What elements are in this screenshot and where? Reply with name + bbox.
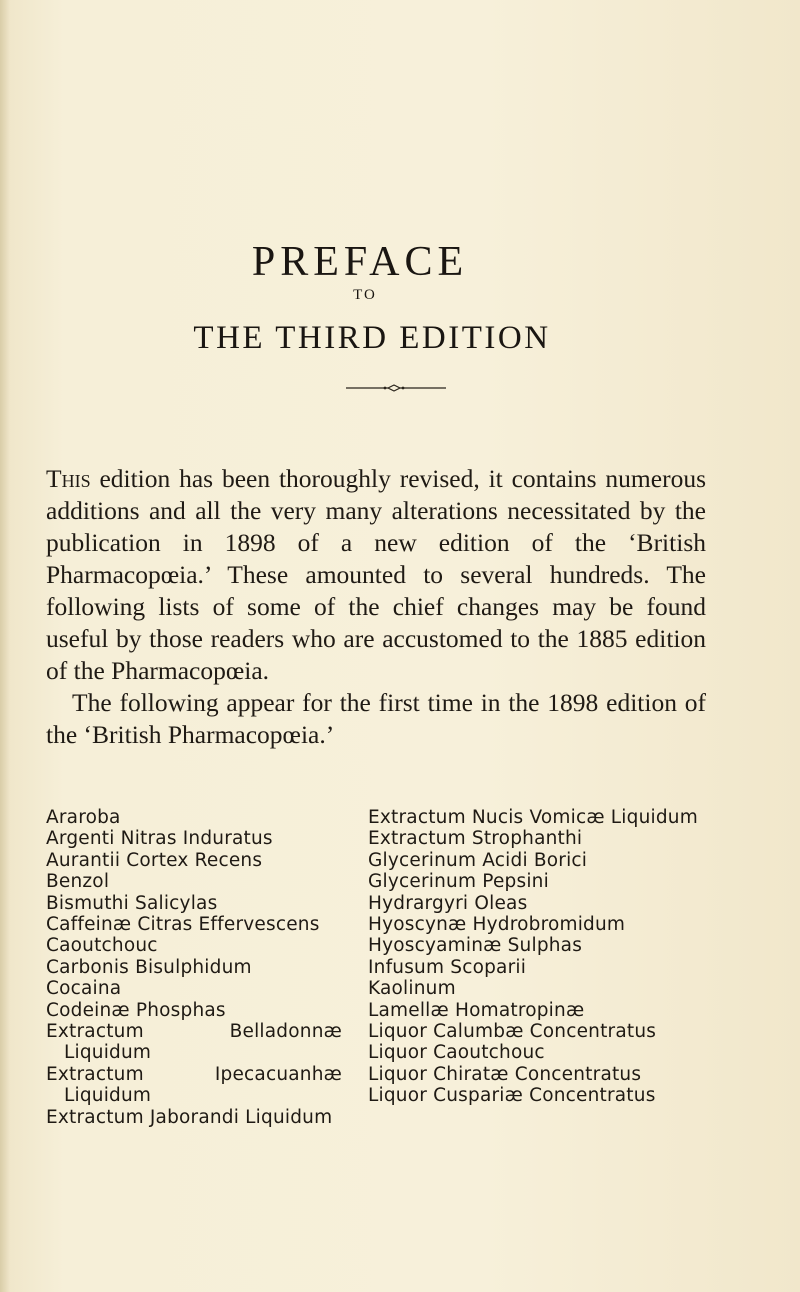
paragraph-1 — [46, 463, 706, 687]
list-item: Extractum Belladonnæ Liquidum — [46, 1021, 342, 1064]
list-item: Carbonis Bisulphidum — [46, 956, 252, 978]
list-item: Liquor Calumbæ Concentratus — [368, 1021, 657, 1043]
preface-title: PREFACE — [251, 239, 469, 285]
list-item: Caffeinæ Citras Effervescens — [46, 914, 320, 936]
list-item: Liquor Chiratæ Concentratus — [368, 1063, 642, 1085]
list-item: Liquor Caoutchouc — [368, 1042, 545, 1064]
list-item: Hyoscynæ Hydrobromidum — [368, 914, 626, 936]
list-item: Cocaina — [46, 978, 122, 1000]
ornament-rule-icon — [344, 383, 448, 393]
list-item: Liquor Cuspariæ Concentratus — [368, 1085, 656, 1107]
paragraph-2: The following appear for the first time in the 1898 edition of the ‘British Pharmacopœia.’ — [46, 688, 706, 749]
list-item: Codeinæ Phosphas — [46, 999, 226, 1021]
list-item: Glycerinum Pepsini — [368, 871, 549, 893]
preface-body — [46, 463, 706, 751]
list-item: Extractum Strophanthi — [368, 828, 583, 850]
page-gutter-shadow — [0, 0, 10, 1292]
list-item: Araroba — [46, 807, 121, 828]
list-item: Glycerinum Acidi Borici — [368, 849, 588, 871]
list-item: Hyoscyaminæ Sulphas — [368, 935, 583, 957]
list-item: Lamellæ Homatropinæ — [368, 999, 585, 1021]
list-item: Extractum Ipecacuanhæ Liquidum — [46, 1063, 342, 1107]
new-items-list-left — [46, 807, 342, 1128]
edition-title: THE THIRD EDITION — [193, 320, 551, 356]
list-item: Aurantii Cortex Recens — [46, 849, 263, 871]
new-items-list-right — [368, 807, 720, 1107]
preface-connector: TO — [353, 287, 377, 303]
paragraph-1-text: edition has been thoroughly revised, it contains numerous additions and all the very many alterations necessitated by the publication in 1898 of a new edition of the ‘British Pharmacopœia.’ These amounted to several hundreds. The following lists of some of the chief changes may be found useful by those readers who are accustomed to the 1885 edition of the Pharmacopœia. — [46, 464, 706, 685]
list-item: Kaolinum — [368, 978, 456, 1000]
list-item: Benzol — [46, 871, 110, 893]
list-item: Argenti Nitras Induratus — [46, 828, 273, 850]
list-item: Hydrargyri Oleas — [368, 892, 528, 914]
list-item: Extractum Jaborandi Liquidum — [46, 1106, 333, 1128]
list-item: Infusum Scoparii — [368, 956, 527, 978]
list-item: Bismuthi Salicylas — [46, 892, 218, 914]
list-item: Extractum Nucis Vomicæ Liquidum — [368, 807, 698, 828]
list-item: Caoutchouc — [46, 935, 158, 957]
paragraph-1-lead: This — [46, 464, 91, 493]
